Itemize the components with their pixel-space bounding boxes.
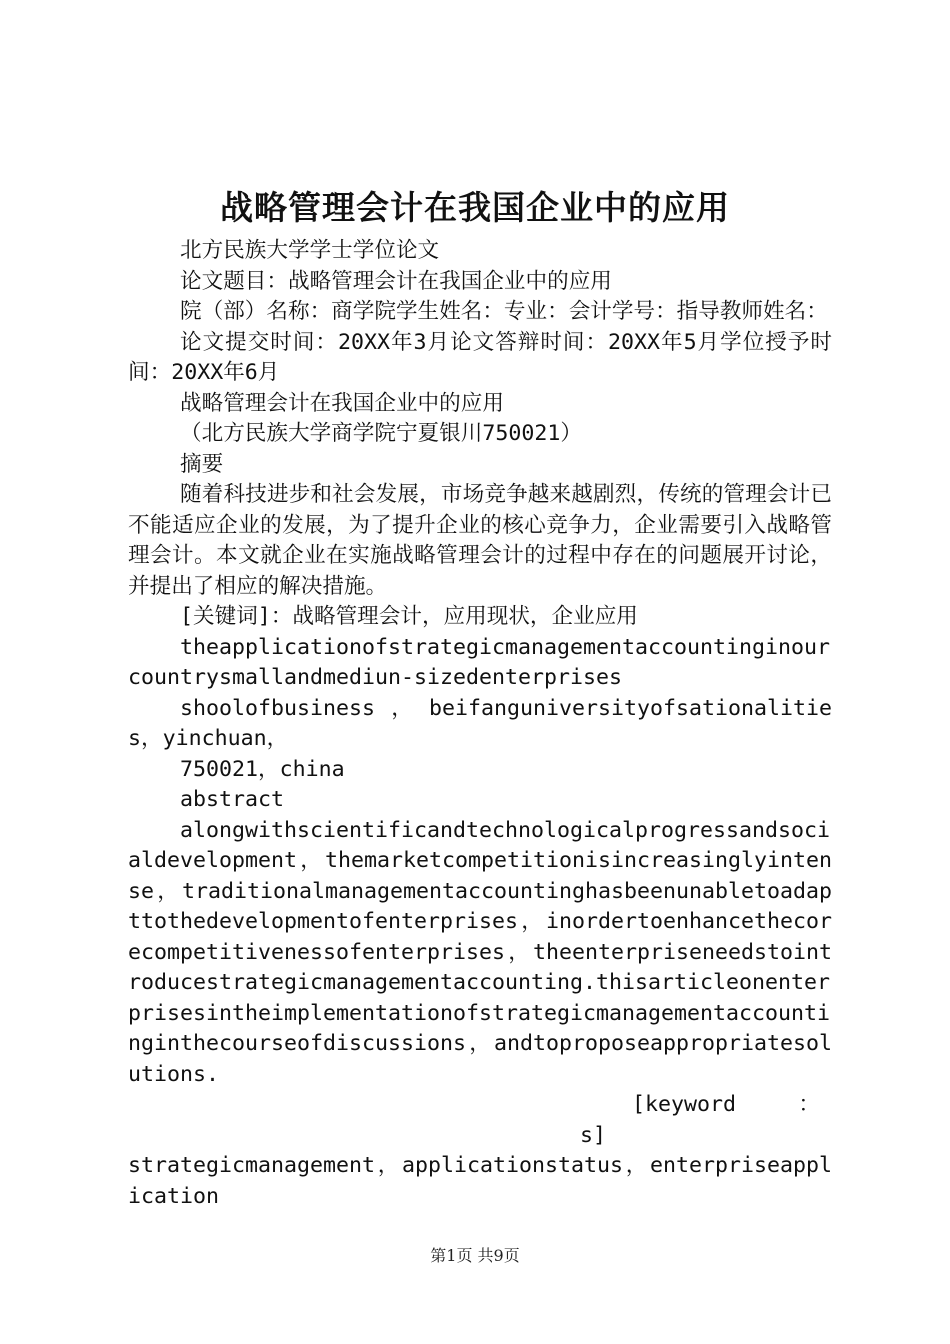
thesis-info: 院（部）名称：商学院学生姓名：专业：会计学号：指导教师姓名： [180, 299, 828, 324]
keywords-en-label-row [128, 1090, 832, 1151]
thesis-dates: 论文提交时间：20XX年3月论文答辩时间：20XX年5月学位授予时间：20XX年6月 [128, 329, 832, 385]
title-en: theapplicationofstrategicmanagementaccountinginourcountrysmallandmediun-sizedenterprises [128, 634, 831, 690]
thesis-topic: 论文题目：战略管理会计在我国企业中的应用 [180, 268, 612, 294]
document-body [128, 236, 832, 1212]
keywords-en-text: strategicmanagement，applicationstatus，enterpriseapplication [128, 1153, 832, 1209]
paper-affiliation: （北方民族大学商学院宁夏银川750021） [180, 421, 582, 446]
postcode-en: 750021，china [180, 756, 345, 782]
abstract-heading-en: abstract [180, 787, 285, 812]
abstract-text-cn: 随着科技进步和社会发展，市场竞争越来越剧烈，传统的管理会计已不能适应企业的发展，为了提升企业的核心竞争力，企业需要引入战略管理会计。本文就企业在实施战略管理会计的过程中存在的问题展开讨论，并提出了相应的解决措施。 [128, 482, 832, 599]
keywords-en-label: [keywords] [580, 1092, 737, 1148]
keywords-en-colon: ： [798, 1092, 820, 1117]
keywords-cn: [关键词]：战略管理会计，应用现状，企业应用 [180, 604, 638, 629]
document-title: 战略管理会计在我国企业中的应用 [220, 188, 730, 227]
abstract-text-en: alongwithscientificandtechnologicalprogressandsocialdevelopment，themarketcompetitionisincreasinglyintense，traditionalmanagementaccountinghasbeenunabletoadapttothedevelopmentofenterprises，inordertoenhancethecorecompetitivenessofenterprises，theenterpriseneedstointroducestrategicmanagementaccounting.thisarticleonenterprisesintheimplementationofstrategicmanagementaccountinginthecourseofdiscussions，andtoproposeappropriatesolutions. [128, 817, 832, 1087]
abstract-heading-cn: 摘要 [180, 451, 224, 477]
thesis-header: 北方民族大学学士学位论文 [180, 238, 440, 263]
affiliation-en: shoolofbusiness，beifanguniversityofsationalities，yinchuan， [128, 695, 832, 751]
paper-title: 战略管理会计在我国企业中的应用 [180, 390, 504, 416]
page-footer: 第1页 共9页 [430, 1246, 520, 1265]
